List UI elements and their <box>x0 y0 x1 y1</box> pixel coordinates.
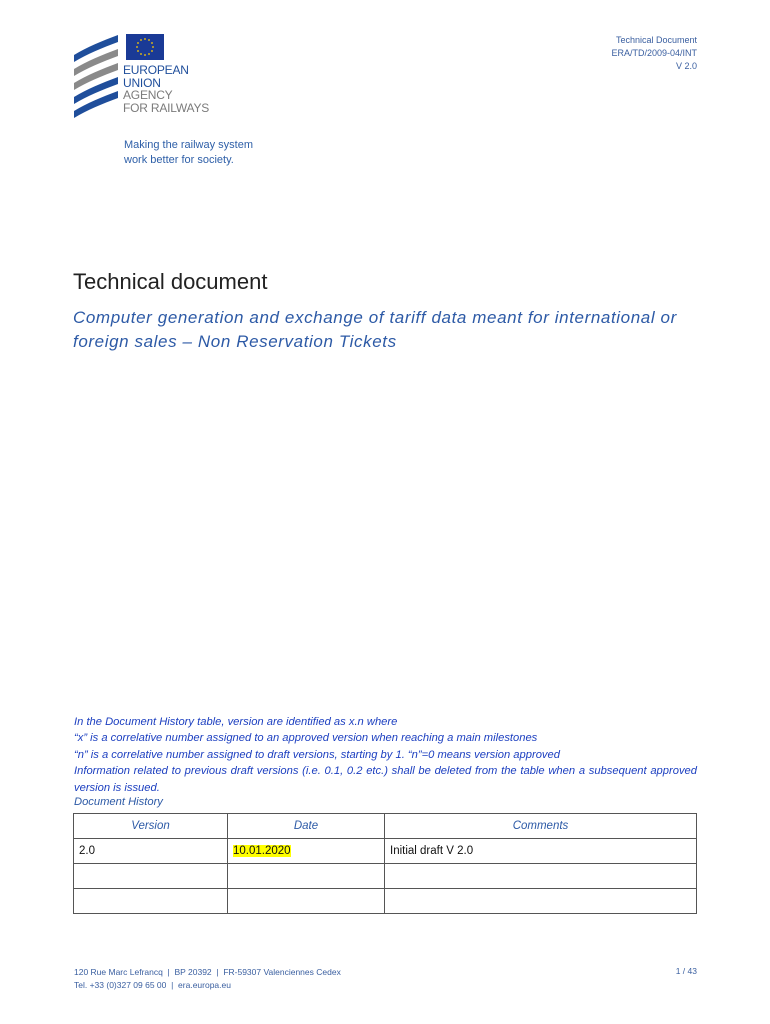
table-header-row <box>74 814 697 839</box>
doc-version: V 2.0 <box>675 61 697 71</box>
cell-version <box>74 864 228 889</box>
highlighted-date: 10.01.2020 <box>233 845 291 857</box>
cell-comments: Initial draft V 2.0 <box>385 839 697 864</box>
column-header-date: Date <box>228 814 385 839</box>
column-header-comments: Comments <box>385 814 697 839</box>
version-notes <box>74 714 697 796</box>
cell-version <box>74 889 228 914</box>
tagline-line-1: Making the railway system <box>124 139 253 151</box>
table-row <box>74 889 697 914</box>
doc-type: Technical Document <box>615 35 697 45</box>
doc-reference: ERA/TD/2009-04/INT <box>611 48 697 58</box>
table-row <box>74 839 697 864</box>
logo-line-2: UNION <box>123 75 161 90</box>
history-label: Document History <box>74 796 163 808</box>
logo-wordmark <box>123 64 209 114</box>
document-header-info <box>611 34 697 73</box>
cell-comments <box>385 864 697 889</box>
cell-version: 2.0 <box>74 839 228 864</box>
note-line: Information related to previous draft versions (i.e. 0.1, 0.2 etc.) shall be deleted from the table when a subsequent approved version is issued. <box>74 765 697 794</box>
cell-comments <box>385 889 697 914</box>
page-number: 1 / 43 <box>675 966 697 976</box>
page-subtitle: Computer generation and exchange of tariff data meant for international or foreign sales – Non Reservation Tickets <box>73 308 677 351</box>
tagline-line-2: work better for society. <box>124 154 234 166</box>
eu-flag-icon <box>126 34 164 60</box>
footer-address-line: 120 Rue Marc Lefrancq | BP 20392 | FR-59307 Valenciennes Cedex <box>74 967 341 977</box>
logo-line-4: FOR RAILWAYS <box>123 100 210 115</box>
logo-swoosh-icon <box>72 33 120 123</box>
page-title: Technical document <box>73 269 268 294</box>
column-header-version: Version <box>74 814 228 839</box>
table-row <box>74 864 697 889</box>
footer-contact-line: Tel. +33 (0)327 09 65 00 | era.europa.eu <box>74 979 231 990</box>
cell-date <box>228 864 385 889</box>
document-history-table <box>73 813 697 914</box>
tagline <box>124 138 253 168</box>
footer-address <box>74 966 341 991</box>
note-line: “n” is a correlative number assigned to draft versions, starting by 1. “n”=0 means version approved <box>74 748 560 761</box>
logo-line-1: EUROPEAN <box>123 63 189 77</box>
note-line: In the Document History table, version are identified as x.n where <box>74 716 398 728</box>
cell-date <box>228 839 385 864</box>
note-line: “x” is a correlative number assigned to an approved version when reaching a main milestones <box>74 732 538 745</box>
cell-date <box>228 889 385 914</box>
logo-line-3: AGENCY <box>123 88 173 102</box>
